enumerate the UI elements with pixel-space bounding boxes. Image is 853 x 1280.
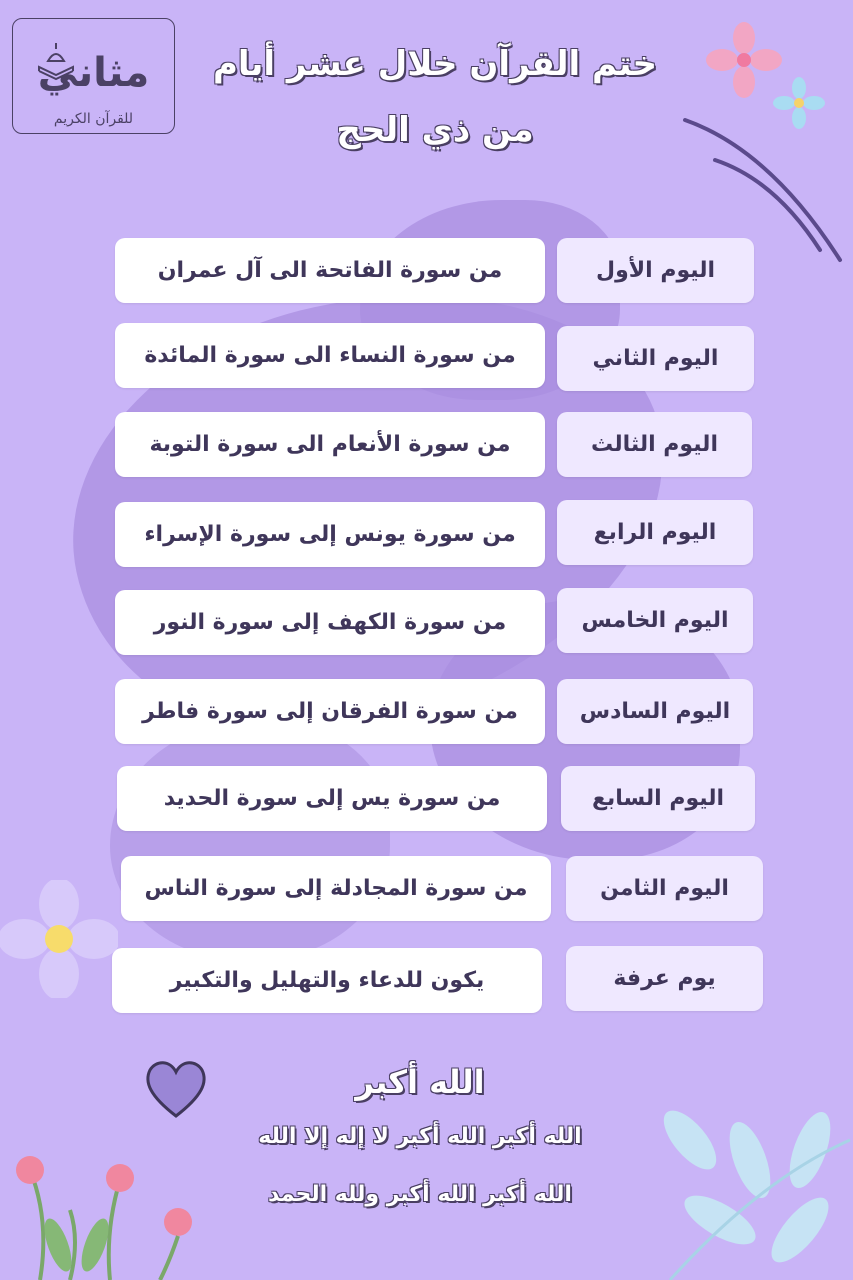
day-text-7: من سورة يس إلى سورة الحديد (117, 766, 547, 831)
flower-icon (706, 22, 782, 98)
day-text-9: يكون للدعاء والتهليل والتكبير (112, 948, 542, 1013)
leaf-icon (650, 1100, 853, 1280)
page-subtitle: من ذي الحج (336, 110, 534, 150)
floral-branch-icon (0, 1150, 200, 1280)
day-text-1: من سورة الفاتحة الى آل عمران (115, 238, 545, 303)
logo-word: مثاني (37, 50, 150, 96)
takbir-line: الله أكبر الله أكبر لا إله إلا الله (258, 1124, 582, 1149)
day-label-9: يوم عرفة (566, 946, 763, 1011)
day-label-6: اليوم السادس (557, 679, 753, 744)
day-label-3: اليوم الثالث (557, 412, 752, 477)
day-text-3: من سورة الأنعام الى سورة التوبة (115, 412, 545, 477)
day-label-1: اليوم الأول (557, 238, 754, 303)
day-text-5: من سورة الكهف إلى سورة النور (115, 590, 545, 655)
page-title: ختم القرآن خلال عشر أيام (212, 44, 657, 84)
day-label-2: اليوم الثاني (557, 326, 754, 391)
day-label-7: اليوم السابع (561, 766, 755, 831)
background-blob (110, 720, 390, 960)
takbir-title: الله أكبر (355, 1063, 485, 1101)
day-text-6: من سورة الفرقان إلى سورة فاطر (115, 679, 545, 744)
day-text-4: من سورة يونس إلى سورة الإسراء (115, 502, 545, 567)
flower-icon (0, 880, 118, 998)
day-text-8: من سورة المجادلة إلى سورة الناس (121, 856, 551, 921)
day-label-5: اليوم الخامس (557, 588, 753, 653)
day-text-2: من سورة النساء الى سورة المائدة (115, 323, 545, 388)
day-label-8: اليوم الثامن (566, 856, 763, 921)
takbir-line: الله أكبر الله أكبر ولله الحمد (268, 1182, 572, 1207)
day-label-4: اليوم الرابع (557, 500, 753, 565)
logo (12, 18, 175, 134)
flower-icon (772, 76, 826, 130)
logo-subtitle: للقرآن الكريم (53, 111, 134, 127)
